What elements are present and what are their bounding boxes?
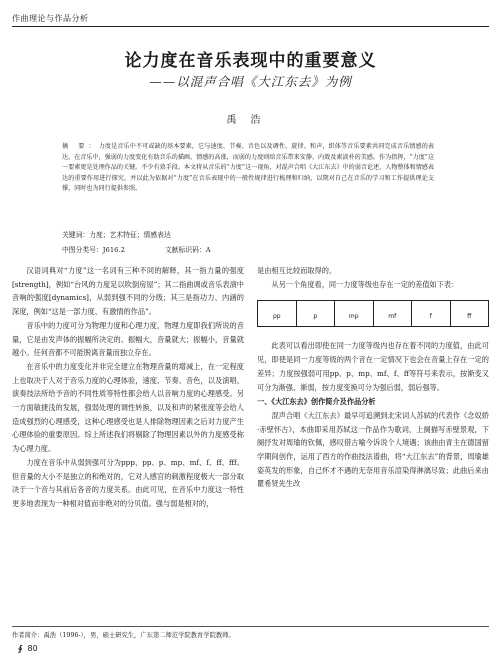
footnote-rule <box>12 626 489 627</box>
dynamics-cell: f <box>412 301 451 327</box>
article-subtitle: ——以混声合唱《大江东去》为例 <box>149 74 352 89</box>
dynamics-cell: p <box>296 301 335 327</box>
dynamics-cell: mf <box>373 301 412 327</box>
body-paragraph: 音乐中的力度可分为物理力度和心理力度，物理力度即我们所说的音量，它是由发声体的振幅所决定的。振幅大，音量就大；振幅小，音量就越小。任何音都不可能脱离音量而独立存在。 <box>12 320 244 358</box>
clc-number: 中图分类号：J616.2 <box>62 246 125 254</box>
dynamics-cell: ff <box>450 301 489 327</box>
dynamics-cell: mp <box>335 301 374 327</box>
body-paragraph: 此表可以看出即使在同一力度等级内也存在着不同的力度值，由此可见，即使是同一力度等级的两个音在一定情况下也会在音量上存在一定的差异；力度按强弱可用pp、p、mp、mf、f、ff等符号来表示，按渐变又可分为渐强、渐弱，按力度变换可分为强后弱，弱后强等。 <box>257 341 489 392</box>
abstract-label: 摘 要： <box>62 143 99 150</box>
body-paragraph: 从另一个角度看，同一力度等级也存在一定的差值如下表： <box>271 279 459 289</box>
page-mark-icon: ∮ <box>18 644 23 653</box>
author-name: 禹浩 <box>226 115 275 126</box>
body-paragraph: 汉语词典对“力度”这一名词有三种不同的解释，其一指力量的强度[strength]，例如“台风的力度足以吹倒房屋”；其二指曲调或音乐表演中音响的强度[dynamics]，从弱到强不同的分级；其三是指功力、内涵的深度，例如“这是一部力度、有激情的作品”。 <box>12 266 244 317</box>
document-code: 文献标识码：A <box>164 246 211 254</box>
classification-line <box>62 244 211 254</box>
body-paragraph: 混声合唱《大江东去》最早可追溯到北宋词人苏轼的代表作《念奴娇·赤壁怀古》，本曲即采用苏轼这一作品作为歌词，上阕描写赤壁景观，下阕抒发对周瑜的钦佩，感叹借古喻今诉说个人境遇；该曲由青主在德国留学期间创作，运用了西方的作曲技法谱曲，将“大江东去”的背景，周瑜雄姿英发的形象，自己怀才不遇的无奈用音乐渲染得淋漓尽致；此曲后来由瞿希贤先生改 <box>257 410 489 489</box>
author-footnote: 作者简介：禹浩（1996-），男，硕士研究生，广东第二师范学院教育学院教师。 <box>12 632 235 639</box>
section-heading: 一、《大江东去》创作简介及作品分析 <box>257 397 376 407</box>
body-paragraph: 力度在音乐中从弱到强可分为ppp、pp、p、mp、mf、f、ff、fff。但音量的大小不是独立的和绝对的，它对人感官的刺激程度极大一部分取决于一个音与其前后各音的力度关系。由此可见，在音乐中力度这一特性更多地表现为一种相对值而非绝对的分贝值。强与弱是相对的， <box>12 457 244 508</box>
body-paragraph: 是由相互比较而取得的。 <box>257 266 337 275</box>
dynamics-table <box>257 300 489 327</box>
abstract-text: 力度是音乐中不可或缺的基本要素，它与速度、节奏、音色以及调性、旋律、和声，织体等音乐要素共同完成音乐情感的表达。在音乐中，强弱的力度变化有助音乐的描画、情感的高涨，而弱的力度则给音乐带来安静、内敛及素淡朴的美感。作为指挥，“力度”这一要素更是处理作品的关键。不少有效手段。本文将从音乐的“力度”这一视角，对混声合唱《大江东去》中的弱音论述，人物整体和情感表达的重要作用进行探究，并以此为依据对“力度”在音乐表现中的一般性规律进行梳理和归纳，以期对自己在音乐的学习和工作提供理论支撑，同时也为同行提供参照。 <box>62 143 435 192</box>
left-column <box>12 264 244 511</box>
dynamics-cell: pp <box>258 301 297 327</box>
page-number: 80 <box>27 644 38 653</box>
body-paragraph: 在音乐中的力度变化并非完全建立在物理音量的增减上，在一定程度上也取决于人对于音乐力度的心理体验，速度、节奏、音色，以及演唱、演奏技法所给予音的不同性质等特性都会给人以音响力度的心理感受。另一方面敏捷浅的发展，强弱处理的调性转换，以及和声的紧张度等会给人造成强烈的心理感受，这种心理感受也是人排除物理因素之后对力度产生心理体验的重要原因。综上所述我们将剔除了物理因素以外的力度感受称为心理力度。 <box>12 361 244 454</box>
journal-header: 作曲理论与作品分析 <box>12 14 89 23</box>
right-column <box>257 264 489 491</box>
keywords: 关键词：力度；艺术特征；情感表达 <box>62 231 171 239</box>
header-rule <box>12 26 489 27</box>
article-title: 论力度在音乐表现中的重要意义 <box>124 51 377 71</box>
page-number-area <box>18 644 38 653</box>
abstract <box>62 142 434 195</box>
